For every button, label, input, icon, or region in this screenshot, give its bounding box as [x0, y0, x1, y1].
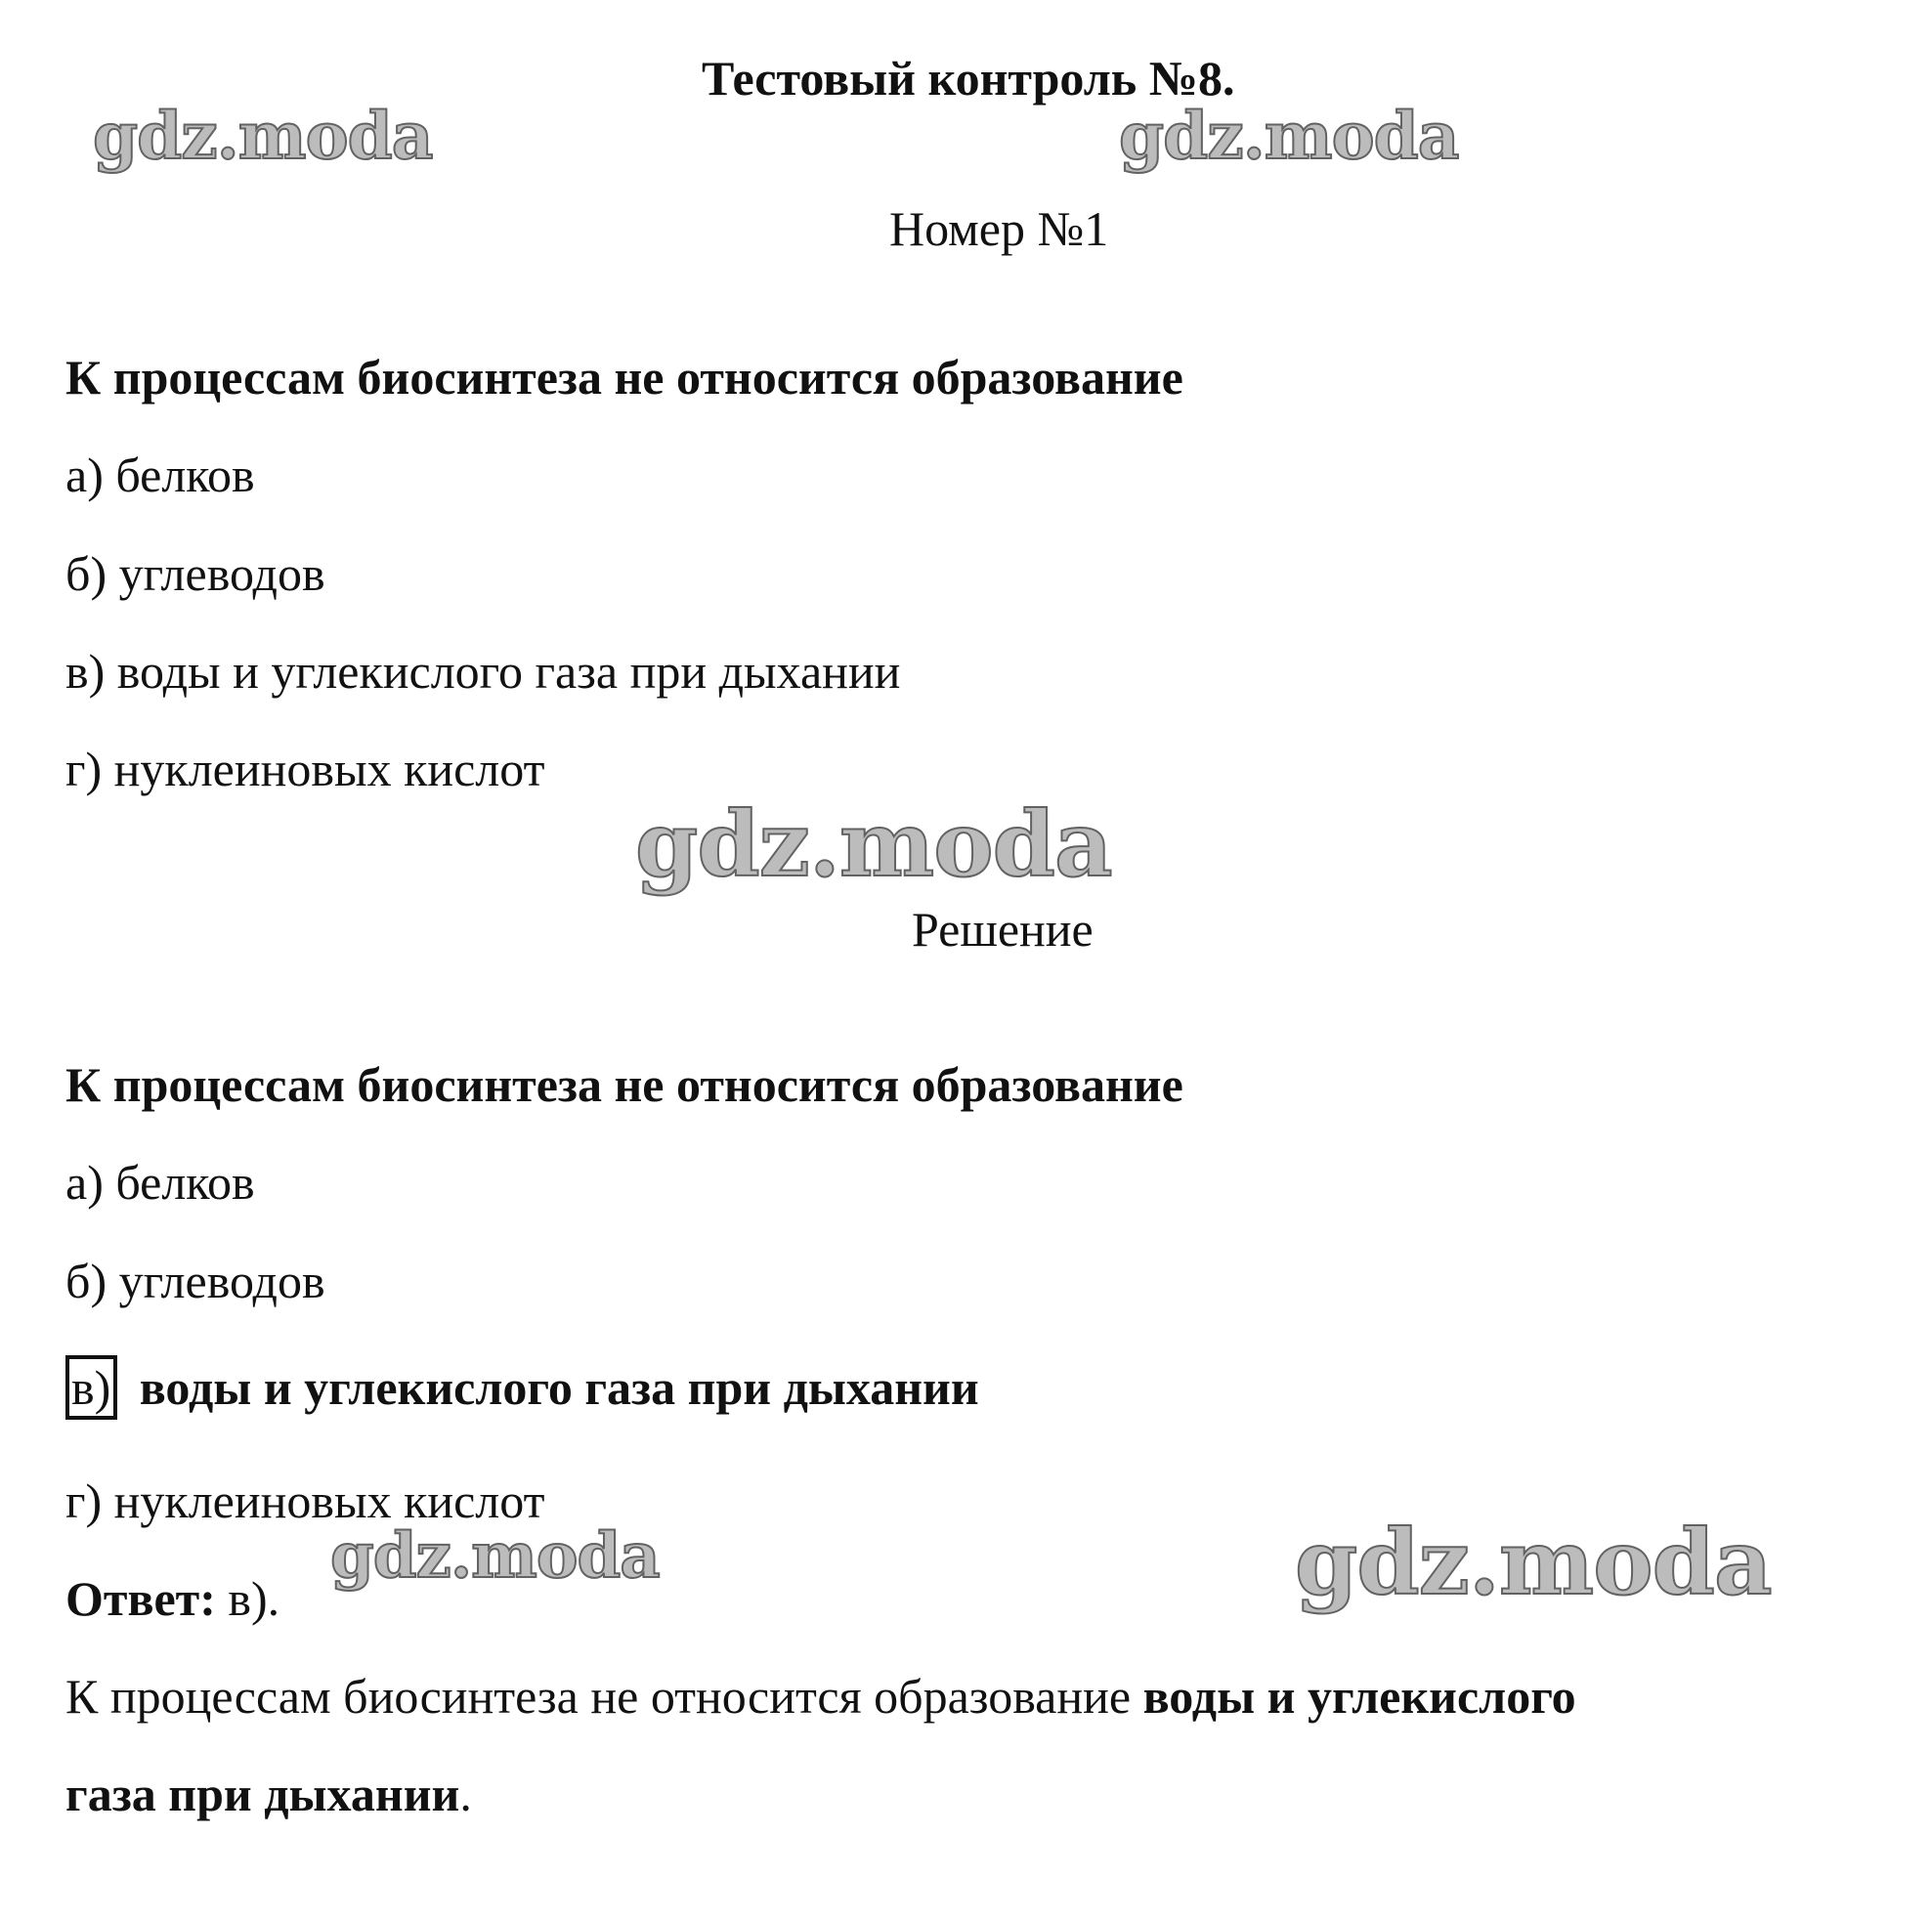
- solution-option-b: б) углеводов: [65, 1254, 325, 1308]
- answer-line: [65, 1569, 279, 1628]
- page-title: Тестовый контроль №8.: [702, 51, 1235, 106]
- solution-option-a: а) белков: [65, 1155, 255, 1210]
- problem-number: Номер №1: [889, 201, 1109, 256]
- explanation-bold-text-continued: газа при дыхании: [65, 1767, 460, 1821]
- solution-question-text: К процессам биосинтеза не относится образование: [65, 1057, 1183, 1112]
- solution-option-c-correct: [65, 1355, 979, 1420]
- question-text: К процессам биосинтеза не относится образование: [65, 350, 1183, 405]
- question-option-c: в) воды и углекислого газа при дыхании: [65, 644, 901, 699]
- question-option-a: а) белков: [65, 448, 255, 502]
- watermark-logo: gdz.moda: [635, 791, 1112, 897]
- explanation-end: .: [459, 1767, 472, 1821]
- question-option-b: б) углеводов: [65, 546, 325, 601]
- answer-label: Ответ:: [65, 1571, 216, 1626]
- explanation-plain-text: К процессам биосинтеза не относится образование: [65, 1669, 1143, 1724]
- explanation-line-1: [65, 1667, 1576, 1726]
- watermark-logo: gdz.moda: [1119, 98, 1459, 174]
- watermark-logo: gdz.moda: [93, 98, 433, 174]
- correct-option-text: воды и углекислого газа при дыхании: [139, 1360, 979, 1415]
- correct-option-letter-box: в): [65, 1355, 117, 1420]
- explanation-bold-text: воды и углекислого: [1142, 1669, 1576, 1724]
- solution-option-d: г) нуклеиновых кислот: [65, 1473, 545, 1528]
- watermark-logo: gdz.moda: [1295, 1510, 1772, 1615]
- answer-value: в).: [228, 1571, 280, 1626]
- solution-heading: Решение: [912, 902, 1094, 957]
- question-option-d: г) нуклеиновых кислот: [65, 742, 545, 796]
- explanation-line-2: [65, 1765, 472, 1823]
- watermark-logo: gdz.moda: [330, 1519, 660, 1593]
